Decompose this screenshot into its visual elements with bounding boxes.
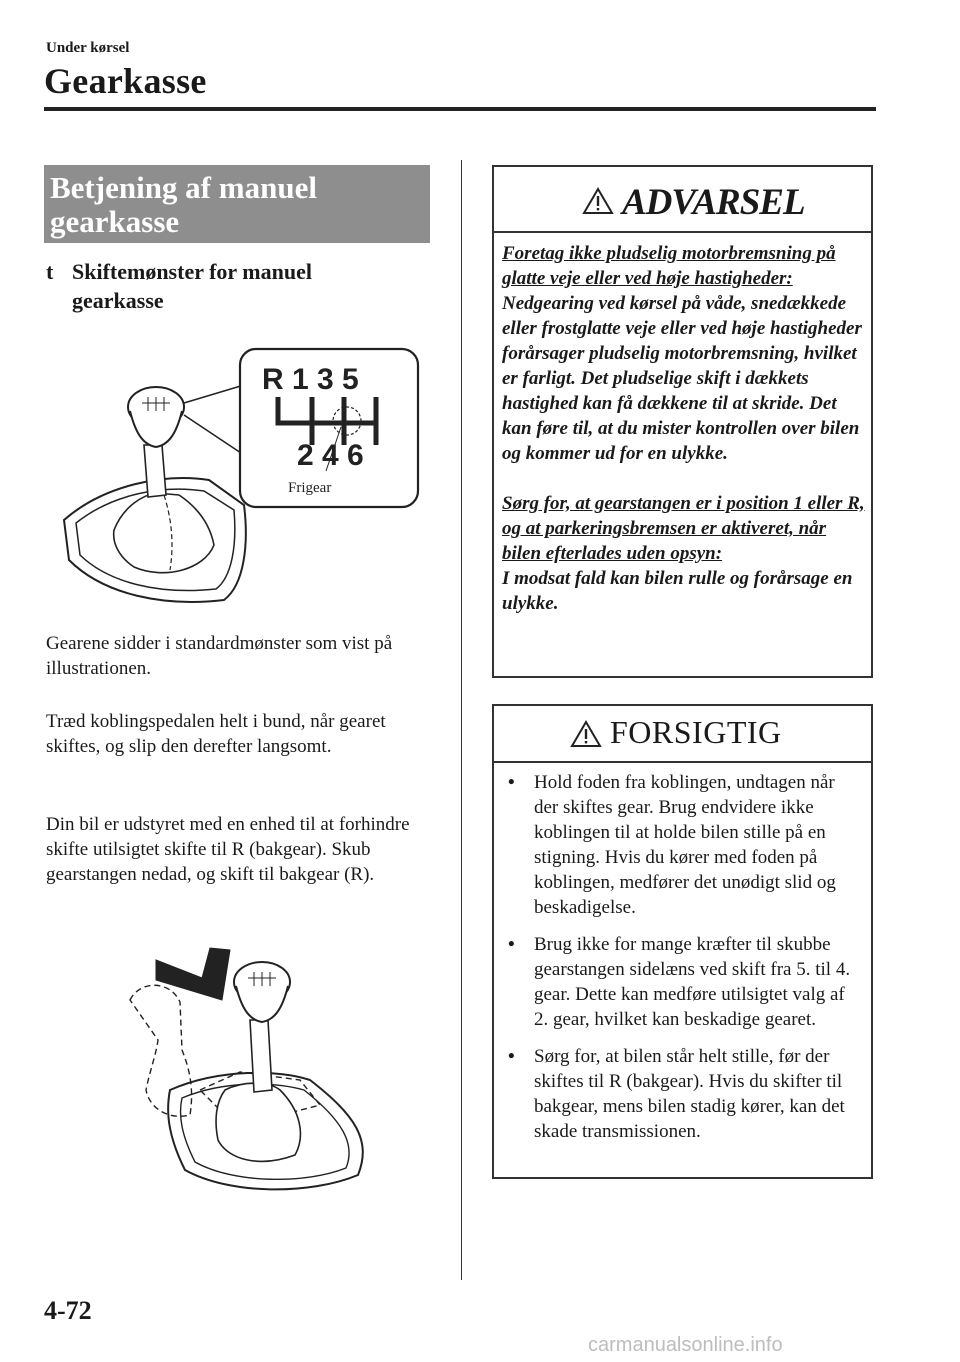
paragraph-1: Gearene sidder i standardmønster som vist på illustrationen.: [46, 633, 393, 679]
neutral-label: Frigear: [288, 480, 332, 496]
section-banner: [44, 165, 430, 243]
bullet-icon: •: [508, 934, 515, 955]
subheading-text: Skiftemønster for manuel gearkasse: [72, 259, 312, 313]
caution-item-text: Sørg for, at bilen står helt stille, før der skiftes til R (bakgear). Hvis du skifter til bakgear, mens bilen stadig kører, kan det skade transmissionen.: [534, 1046, 845, 1142]
column-divider: [461, 160, 462, 1280]
warning-text-2: I modsat fald kan bilen rulle og forårsage en ulykke.: [502, 568, 853, 614]
bullet-icon: •: [508, 772, 515, 793]
caution-title: FORSIGTIG: [610, 714, 782, 750]
banner-line-1: Betjening af manuel: [50, 170, 317, 205]
page-title: Gearkasse: [44, 61, 207, 101]
warning-heading-2: Sørg for, at gearstangen er i position 1 eller R, og at parkeringsbremsen er aktiveret, når bilen efterlades uden opsyn:: [502, 493, 865, 564]
gear-shaft: [250, 1020, 272, 1092]
caution-item: [508, 770, 860, 920]
gear-numbers-bottom: 2 4 6: [297, 439, 364, 472]
paragraph-2: Træd koblingspedalen helt i bund, når gearet skiftes, og slip den derefter langsomt.: [46, 711, 386, 757]
warning-heading-1: Foretag ikke pludselig motorbremsning på glatte veje eller ved høje hastigheder:: [502, 243, 836, 289]
gear-numbers-top: R 1 3 5: [262, 363, 359, 396]
gear-shaft: [144, 445, 166, 497]
caution-item: [508, 1044, 860, 1144]
caution-box: [492, 704, 873, 1179]
caution-item-text: Brug ikke for mange kræfter til skubbe gearstangen sidelæns ved skift fra 5. til 4. gear. Dette kan medføre utilsigtet valg af 2. gear, hvilket kan beskadige gearet.: [534, 934, 851, 1030]
bullet-icon: •: [508, 1046, 515, 1067]
page-number: 4-72: [44, 1296, 92, 1325]
gear-lever-illustration: [44, 345, 424, 620]
warning-triangle-icon: [582, 187, 614, 215]
warning-text-1: Nedgearing ved kørsel på våde, snedækkede eller frostglatte veje eller ved høje hastigheder forårsager pludselig motorbremsning, hvilket er farligt. Det pludselige skift i dækkets hastighed kan få dækkene til at skride. Det kan føre til, at du mister kontrollen over bilen og kommer ud for en ulykke.: [502, 293, 862, 464]
push-down-arrow: [156, 948, 230, 1000]
paragraph-3: Din bil er udstyret med en enhed til at forhindre skifte utilsigtet skifte til R (bakgear). Skub gearstangen nedad, og skift til bakgear (R).: [46, 814, 410, 885]
header-rule: [44, 107, 876, 111]
warning-body: [502, 241, 867, 616]
caution-item-text: Hold foden fra koblingen, undtagen når der skiftes gear. Brug endvidere ikke koblingen til at holde bilen stille på en stigning. Hvis du kører med foden på koblingen, medfører det unødigt slid og beskadigelse.: [534, 772, 836, 918]
subheading-bullet: t: [46, 259, 54, 284]
section-banner-title: [50, 171, 317, 239]
warning-header: [494, 167, 871, 233]
watermark-text: carmanualsonline.info: [588, 1334, 783, 1356]
caution-body: [508, 770, 860, 1156]
banner-line-2: gearkasse: [50, 204, 180, 239]
warning-title: ADVARSEL: [622, 182, 805, 223]
warning-box: [492, 165, 873, 678]
section-label: Under kørsel: [46, 40, 130, 56]
caution-item: [508, 932, 860, 1032]
reverse-gear-illustration: [110, 940, 390, 1205]
caution-header: [494, 706, 871, 763]
caution-triangle-icon: [570, 720, 602, 748]
